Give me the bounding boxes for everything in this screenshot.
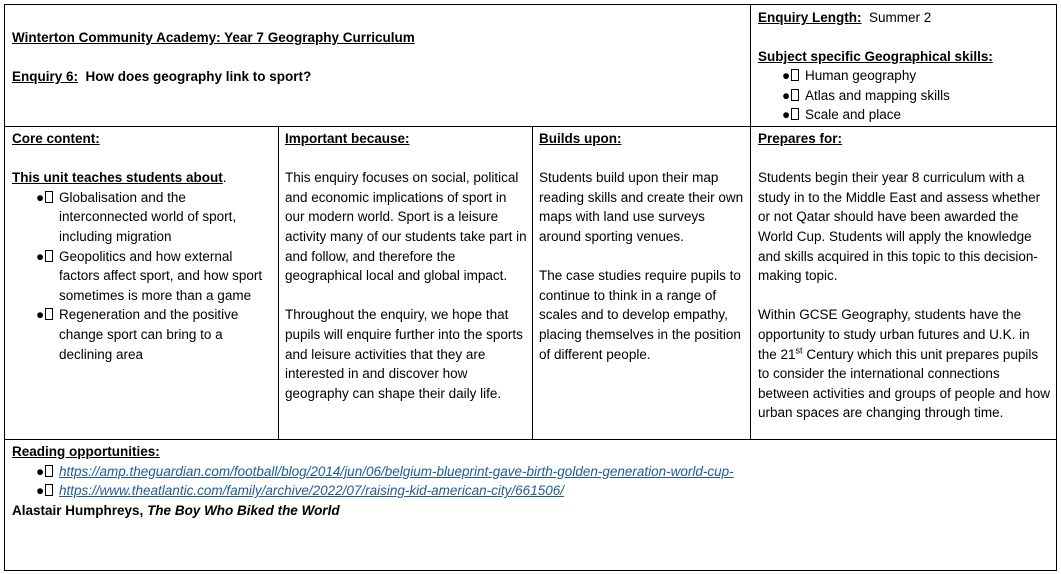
list-item: ● Regeneration and the positive change sport can bring to a declining area — [36, 307, 239, 362]
bullet-icon: ● — [36, 305, 53, 325]
bullet-icon: ● — [782, 86, 799, 106]
book-title: The Boy Who Biked the World — [147, 502, 340, 518]
important-paragraph-1: This enquiry focuses on social, political and economic implications of sport in our modern world. Sport is a leisure activity many of our students take part in and follow, and therefore the geographical local and global impact. — [285, 170, 527, 284]
divider-header-vertical — [750, 5, 751, 126]
prepares-paragraph-2: Within GCSE Geography, students have the opportunity to study urban futures and U.K. in the 21st Century which this unit prepares pupils to consider the international connections between activities and groups of people and how urban spaces are changing through time. — [758, 307, 1050, 421]
core-content-heading: Core content: — [12, 131, 100, 146]
important-cell — [285, 129, 527, 403]
enquiry-line — [12, 67, 742, 87]
bullet-icon: ● — [36, 188, 53, 208]
book-reference — [12, 501, 1052, 521]
important-heading: Important because: — [285, 131, 410, 146]
meta-cell — [758, 8, 1052, 125]
prepares-paragraph-1: Students begin their year 8 curriculum with a study in to the Middle East and assess whether or not Qatar should have been awarded the World Cup. Students will apply the knowledge and skills acquired in this topic to this decision-making topic. — [758, 170, 1041, 284]
enquiry-length-value: Summer 2 — [869, 10, 932, 25]
builds-cell — [539, 129, 745, 364]
list-item: ● Atlas and mapping skills — [782, 86, 1052, 106]
list-item: ● Globalisation and the interconnected world of sport, including migration — [36, 189, 237, 244]
curriculum-table — [4, 4, 1057, 571]
reading-cell — [12, 442, 1052, 520]
divider-col-3 — [750, 126, 751, 439]
list-item: ● Geopolitics and how external factors affect sport, and how sport sometimes is more than a game — [36, 248, 263, 303]
enquiry-question: How does geography link to sport? — [85, 68, 312, 84]
bullet-icon: ● — [36, 247, 53, 267]
bullet-icon: ● — [36, 462, 53, 482]
core-content-cell — [12, 129, 274, 364]
bullet-icon: ● — [782, 66, 799, 86]
skills-list — [782, 66, 1052, 125]
core-list — [36, 188, 274, 364]
list-item: ● Human geography — [782, 66, 1052, 86]
builds-heading: Builds upon: — [539, 131, 622, 146]
skills-heading: Subject specific Geographical skills: — [758, 48, 993, 64]
atlantic-link[interactable]: https://www.theatlantic.com/family/archive/2022/07/raising-kid-american-city/661506/ — [59, 483, 564, 499]
important-paragraph-2: Throughout the enquiry, we hope that pupils will enquire further into the sports and leisure activities that they are interested in and discover how geography can shape their daily life. — [285, 307, 523, 401]
builds-paragraph-2: The case studies require pupils to continue to think in a range of scales and to develop empathy, placing themselves in the position of different people. — [539, 268, 741, 362]
prepares-heading: Prepares for: — [758, 131, 843, 146]
core-intro: This unit teaches students about. — [12, 170, 227, 186]
enquiry-label: Enquiry 6: — [12, 68, 79, 84]
list-item — [36, 481, 1052, 501]
school-title: Winterton Community Academy: Year 7 Geography Curriculum — [12, 30, 415, 45]
bullet-icon: ● — [782, 105, 799, 125]
prepares-cell — [758, 129, 1052, 423]
list-item: ● Scale and place — [782, 105, 1052, 125]
enquiry-length — [758, 8, 1052, 28]
divider-reading-top — [5, 439, 1056, 440]
reading-list — [36, 462, 1052, 501]
divider-header-bottom — [5, 126, 1056, 127]
list-item — [36, 462, 1052, 482]
bullet-icon: ● — [36, 481, 53, 501]
divider-col-1 — [278, 126, 279, 439]
book-author: Alastair Humphreys, — [12, 502, 144, 518]
header-cell — [12, 28, 742, 86]
divider-col-2 — [532, 126, 533, 439]
enquiry-length-label: Enquiry Length: — [758, 10, 862, 25]
builds-paragraph-1: Students build upon their map reading skills and create their own maps with land use surveys around sporting venues. — [539, 170, 744, 244]
guardian-link[interactable]: https://amp.theguardian.com/football/blog/2014/jun/06/belgium-blueprint-gave-birth-golden-generation-world-cup- — [59, 463, 734, 479]
reading-heading: Reading opportunities: — [12, 444, 160, 459]
